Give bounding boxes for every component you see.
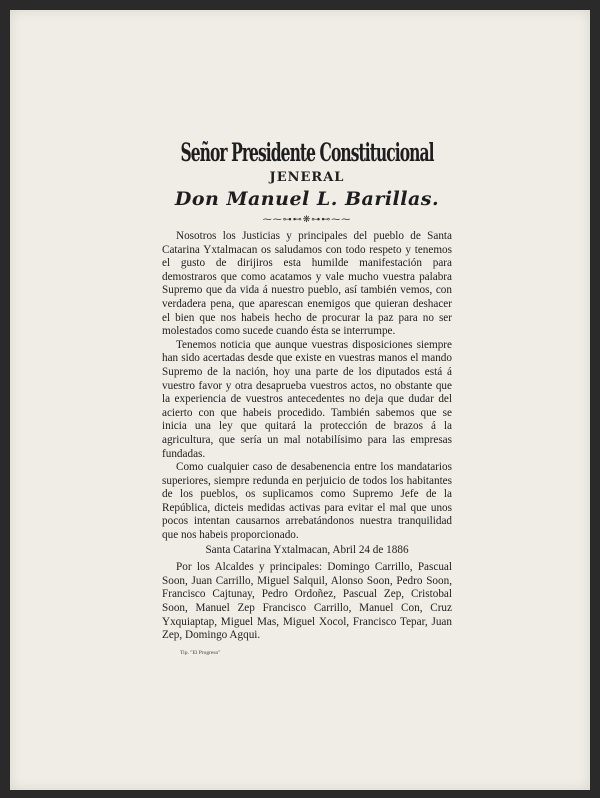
- ornament-divider-icon: ⁓⁓⊶⊷❋⊶⊷⁓⁓: [262, 214, 352, 224]
- paragraph-1: Nosotros los Justicias y principales del pueblo de Santa Catarina Yxtalmacan os saludamos con todo respeto y tenemos el gusto de dirijiros esta humilde manifestación para demostraros que como acatamos y vale mucho vuestra palabra Supremo que da vida á nuestro pueblo, así también vemos, con verdadera pena, que aparescan enemigos que quieran deshacer el bien que nos habeis hecho de procurar la paz para no ser molestados como sucede cuando ésta se interrumpe.: [162, 230, 452, 338]
- document-subtitle: JENERAL: [269, 170, 345, 185]
- signatures-paragraph: Por los Alcaldes y principales: Domingo Carrillo, Pascual Soon, Juan Carrillo, Miguel Salquil, Alonso Soon, Pedro Soon, Francisco Cajtunay, Pedro Ordoñez, Pascual Zep, Cristobal Soon, Manuel Zep Francisco Carrillo, Manuel Con, Cruz Yxquiaptap, Miguel Mas, Miguel Xocol, Francisco Tepar, Juan Zep, Domingo Agqui.: [162, 561, 452, 642]
- addressee-name: Don Manuel L. Barillas.: [174, 188, 440, 210]
- document-page: [10, 10, 590, 790]
- document-title: Señor Presidente Constitucional: [180, 138, 434, 167]
- paragraph-3: Como cualquier caso de desabenencia entre los mandatarios superiores, siempre redunda en perjuicio de todos los habitantes de los pueblos, os suplicamos como Supremo Jefe de la República, dicteis medidas activas para evitar el mal que unos pocos intentan causarnos arrebatándonos nuestra tranquilidad que nos habeis proporcionado.: [162, 461, 452, 542]
- paragraph-2: Tenemos noticia que aunque vuestras disposiciones siempre han sido acertadas desde que existe en vuestras manos el mando Supremo de la nación, hoy una parte de los diputados está á vuestro favor y otra desaprueba vuestros actos, no obstante que la experiencia de vuestros antecedentes no deja que dudar del acierto con que habeis procedido. También sabemos que se inicia una ley que quitará la protección de brazos á la agricultura, que sería un mal notabilísimo para las empresas fundadas.: [162, 338, 452, 460]
- broadside-text-block: [162, 138, 452, 657]
- printer-imprint: Tip. "El Progreso": [180, 649, 221, 656]
- place-date-line: Santa Catarina Yxtalmacan, Abril 24 de 1886: [205, 543, 409, 556]
